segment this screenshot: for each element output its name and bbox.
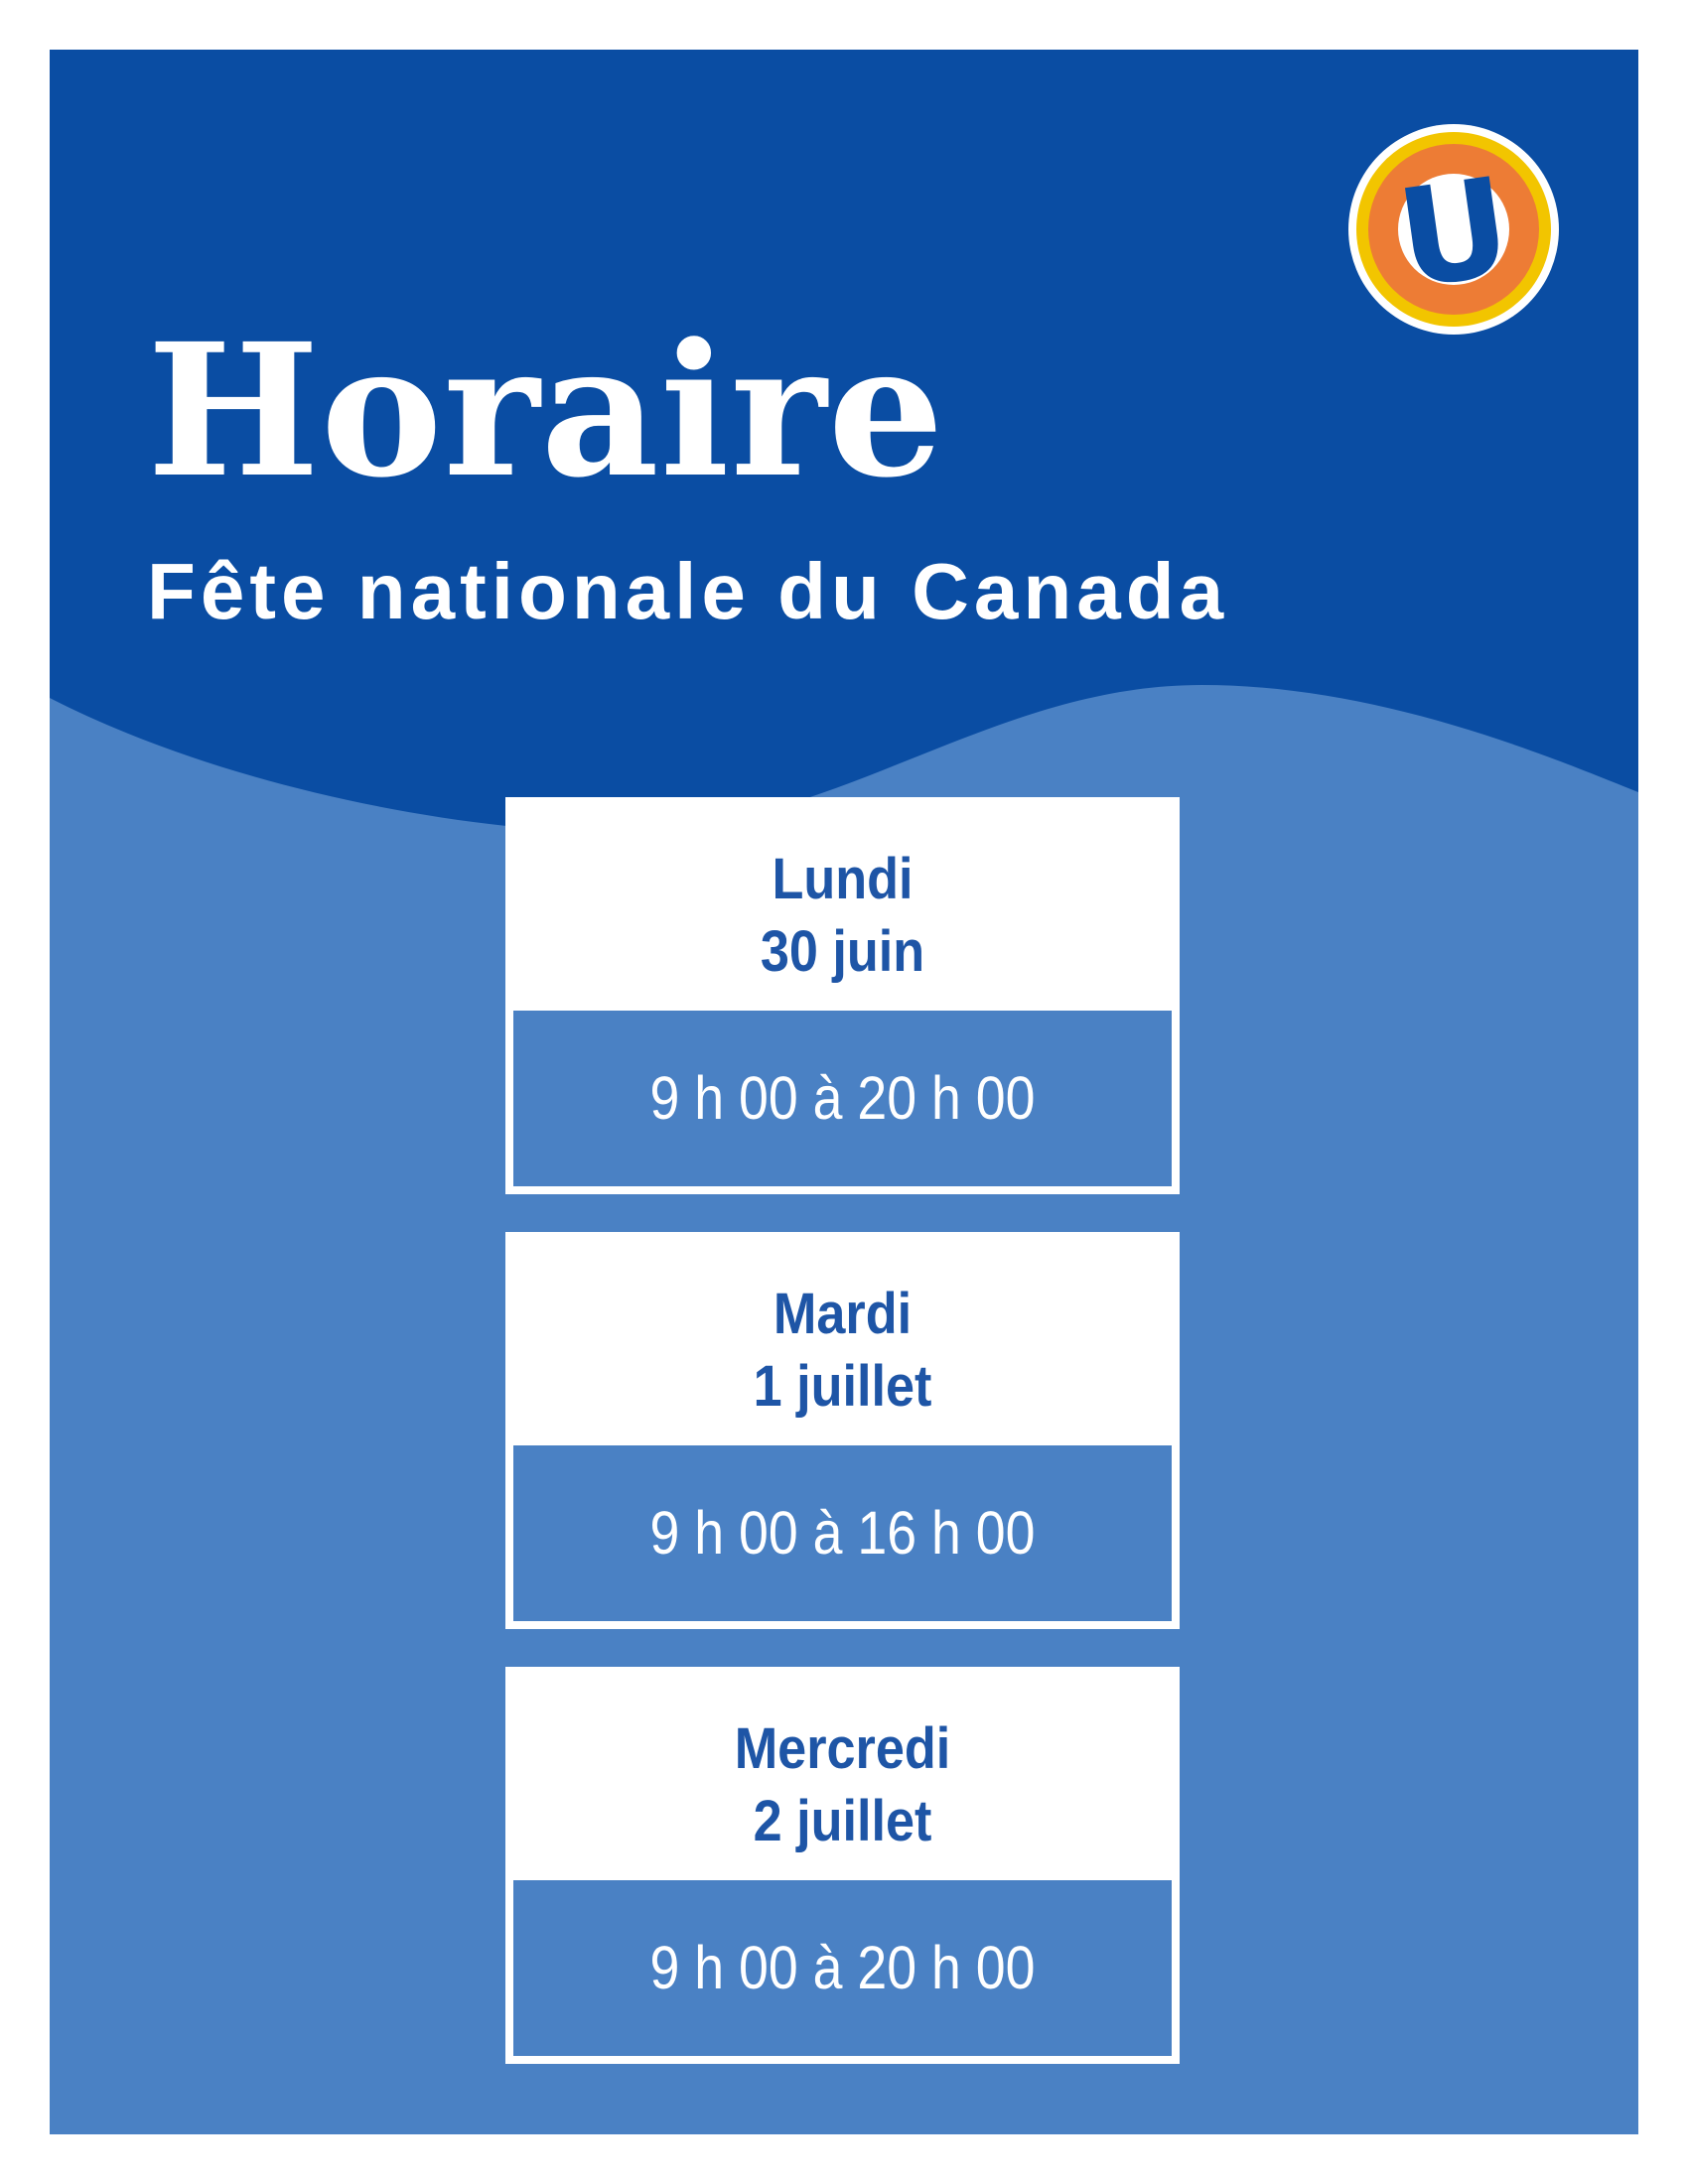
schedule-card	[505, 797, 1180, 1194]
day-label: Mercredi	[734, 1716, 951, 1781]
hours-badge	[513, 1880, 1172, 2056]
poster-panel	[50, 50, 1638, 2134]
page-subtitle: Fête nationale du Canada	[147, 547, 1229, 635]
page-title: Horaire	[147, 304, 945, 518]
date-label: 1 juillet	[753, 1354, 932, 1419]
hours-badge	[513, 1011, 1172, 1186]
date-label: 2 juillet	[753, 1789, 932, 1853]
hours-badge	[513, 1445, 1172, 1621]
hours-label: 9 h 00 à 20 h 00	[649, 1064, 1036, 1132]
logo-letter: U	[1389, 149, 1520, 320]
card-day-block	[539, 1278, 1146, 1423]
hours-label: 9 h 00 à 20 h 00	[649, 1934, 1036, 2001]
schedule-card	[505, 1232, 1180, 1629]
card-day-block	[539, 1712, 1146, 1857]
card-day-block	[539, 843, 1146, 988]
schedule-card	[505, 1667, 1180, 2064]
day-label: Mardi	[773, 1282, 913, 1346]
brand-logo	[1348, 124, 1559, 335]
day-label: Lundi	[772, 847, 914, 911]
hours-label: 9 h 00 à 16 h 00	[649, 1499, 1036, 1567]
date-label: 30 juin	[760, 919, 925, 984]
